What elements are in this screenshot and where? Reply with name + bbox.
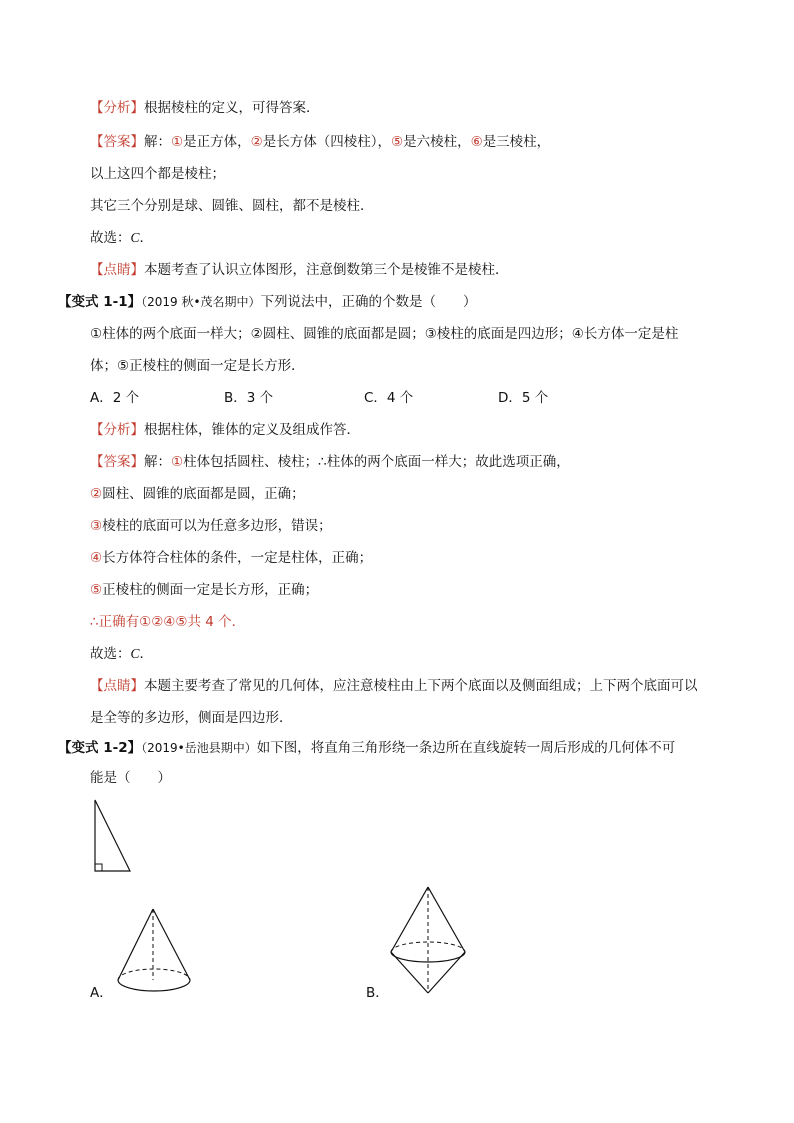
right-angle-mark	[95, 864, 102, 871]
option-c: C．4 个	[364, 390, 414, 406]
triangle-outline	[95, 800, 130, 871]
answer-lead: 解：	[144, 454, 171, 470]
option-d: D．5 个	[498, 390, 549, 406]
statement-number: ②	[90, 486, 103, 502]
statements-line-2: 体；⑤正棱柱的侧面一定是长方形．	[90, 358, 305, 374]
upper-cone-left	[391, 887, 428, 952]
cone-base-front	[118, 980, 190, 991]
q1-analysis-line	[90, 420, 360, 440]
variant-source: （2019 秋•茂名期中）	[141, 295, 261, 309]
answer-part: 是正方体，	[183, 134, 251, 150]
analysis-tag: 【分析】	[90, 422, 144, 438]
q1-answer-line-3	[90, 516, 332, 536]
answer-lead: 解：	[144, 134, 171, 150]
statement-number: ⑤	[90, 582, 103, 598]
option-b-label: B．	[366, 985, 389, 1001]
option-a-cone-figure	[110, 905, 240, 1005]
right-triangle-figure	[85, 798, 145, 878]
statements-line-1: ①柱体的两个底面一样大；②圆柱、圆锥的底面都是圆；③棱柱的底面是四边形；④长方体一定是柱	[90, 326, 679, 342]
option-a: A．2 个	[90, 390, 140, 406]
cone-left-side	[118, 909, 153, 980]
q1-answer-line-4	[90, 548, 372, 568]
choose-end: ．	[139, 646, 154, 662]
comment-text: 本题考查了认识立体图形，注意倒数第三个是棱锥不是棱柱．	[144, 262, 509, 278]
answer-text: 圆柱、圆锥的底面都是圆，正确；	[102, 486, 305, 502]
q1-answer-line-2	[90, 484, 305, 504]
comment-text: 本题主要考查了常见的几何体，应注意棱柱由上下两个底面以及侧面组成；上下两个底面可以	[144, 678, 698, 694]
q1-conclusion: ∴正确有①②④⑤共 4 个．	[90, 614, 246, 630]
cone-base-back	[118, 969, 190, 980]
variant-stem: 如下图，将直角三角形绕一条边所在直线旋转一周后形成的几何体不可	[256, 740, 676, 756]
variant-1-1-heading	[58, 292, 477, 312]
choose-label: 故选：	[90, 646, 131, 662]
shape-number: ⑤	[390, 134, 404, 150]
answer-part: 是长方体（四棱柱），	[262, 134, 391, 150]
q1-comment-line-2: 是全等的多边形，侧面是四边形．	[90, 710, 293, 726]
answer-line-3: 其它三个分别是球、圆锥、圆柱，都不是棱柱．	[90, 198, 374, 214]
answer-part: 是三棱柱，	[482, 134, 551, 150]
variant-tag: 【变式 1-1】	[58, 294, 142, 310]
answer-text: 棱柱的底面可以为任意多边形，错误；	[102, 518, 332, 534]
variant-1-2-stem-line-2: 能是（ ）	[90, 770, 171, 786]
lower-cone-right	[428, 952, 465, 993]
choose-end: ．	[139, 230, 154, 246]
shape-number: ⑥	[470, 134, 483, 150]
analysis-line	[90, 98, 320, 118]
answer-line	[90, 132, 550, 152]
statement-number: ④	[90, 550, 103, 566]
choose-letter: C	[130, 230, 140, 245]
analysis-text: 根据柱体，锥体的定义及组成作答．	[144, 422, 360, 438]
statement-number: ③	[90, 518, 103, 534]
answer-tag: 【答案】	[90, 454, 144, 470]
q1-comment-line-1	[90, 676, 698, 696]
variant-tag: 【变式 1-2】	[58, 740, 142, 756]
lower-cone-left	[391, 952, 428, 993]
choose-letter: C	[130, 646, 140, 661]
option-b: B．3 个	[224, 390, 274, 406]
answer-tag: 【答案】	[90, 134, 144, 150]
analysis-text: 根据棱柱的定义，可得答案．	[144, 100, 320, 116]
choose-label: 故选：	[90, 230, 131, 246]
answer-line-2: 以上这四个都是棱柱；	[90, 166, 225, 182]
variant-1-2-heading	[58, 738, 675, 758]
comment-tag: 【点睛】	[90, 678, 144, 694]
comment-line	[90, 260, 509, 280]
option-a-label: A．	[90, 985, 113, 1001]
analysis-tag: 【分析】	[90, 100, 144, 116]
shape-number: ②	[250, 134, 263, 150]
comment-tag: 【点睛】	[90, 262, 144, 278]
answer-text: 正棱柱的侧面一定是长方形，正确；	[102, 582, 319, 598]
statement-number: ①	[171, 454, 184, 470]
q1-answer-line-5	[90, 580, 318, 600]
choose-line	[90, 228, 153, 248]
answer-part: 是六棱柱，	[403, 134, 471, 150]
variant-source: （2019•岳池县期中）	[141, 741, 257, 755]
q1-choose-line	[90, 644, 153, 664]
option-b-double-cone-figure	[385, 883, 485, 1003]
answer-text: 长方体符合柱体的条件，一定是柱体，正确；	[102, 550, 373, 566]
shape-number: ①	[171, 134, 184, 150]
variant-stem: 下列说法中，正确的个数是（ ）	[260, 294, 477, 310]
answer-text: 柱体包括圆柱、棱柱；∴柱体的两个底面一样大；故此选项正确，	[183, 454, 570, 470]
q1-answer-line-1	[90, 452, 570, 472]
